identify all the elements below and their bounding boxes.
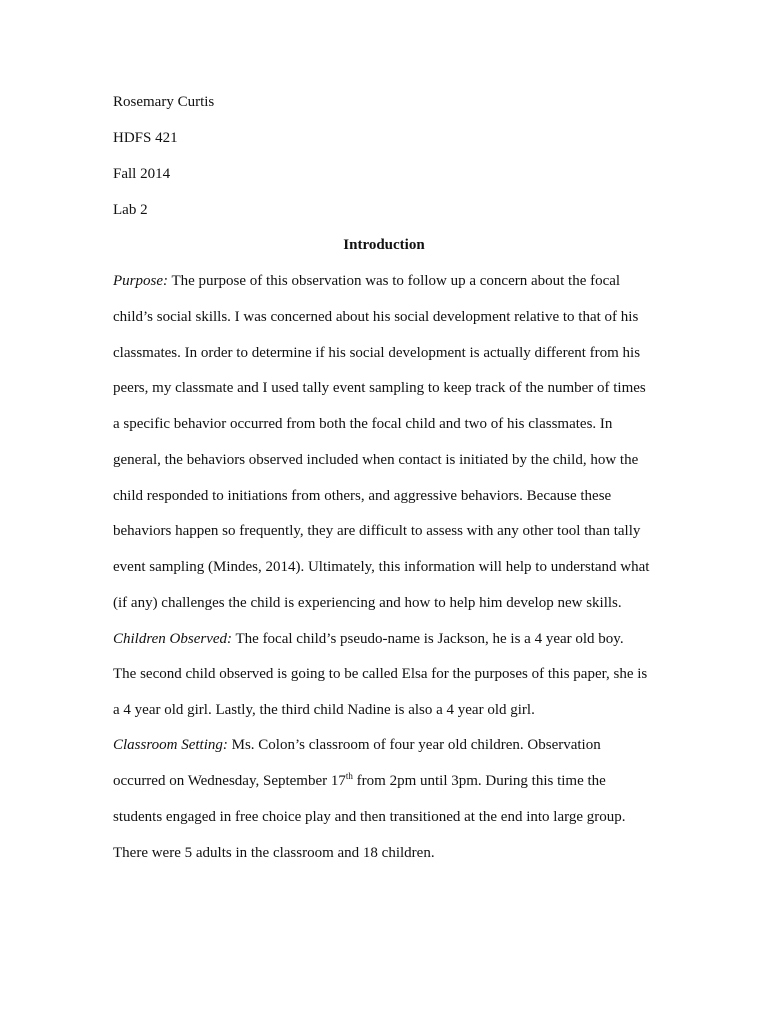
section-heading: Introduction — [343, 237, 425, 253]
setting-line-3: students engaged in free choice play and then transitioned at the end into large group. — [113, 809, 626, 825]
purpose-line-8: behaviors happen so frequently, they are difficult to assess with any other tool than tally — [113, 523, 641, 539]
purpose-line-7: child responded to initiations from others, and aggressive behaviors. Because these — [113, 488, 612, 504]
setting-time-text: from 2pm until 3pm. During this time the — [352, 773, 606, 789]
children-line-1 — [113, 630, 624, 648]
setting-date-text: occurred on Wednesday, September 17 — [113, 773, 346, 789]
children-line-2: The second child observed is going to be called Elsa for the purposes of this paper, she is — [113, 666, 648, 682]
purpose-label: Purpose: — [113, 273, 168, 289]
purpose-line-5: a specific behavior occurred from both the focal child and two of his classmates. In — [113, 416, 613, 432]
children-text: The focal child’s pseudo-name is Jackson, he is a 4 year old boy. — [232, 631, 624, 647]
purpose-line-4: peers, my classmate and I used tally event sampling to keep track of the number of times — [113, 380, 646, 396]
setting-line-1 — [113, 736, 601, 754]
term: Fall 2014 — [113, 166, 171, 182]
purpose-line-6: general, the behaviors observed included when contact is initiated by the child, how the — [113, 452, 639, 468]
children-line-3: a 4 year old girl. Lastly, the third child Nadine is also a 4 year old girl. — [113, 702, 535, 718]
author-name: Rosemary Curtis — [113, 94, 215, 110]
ordinal-suffix: th — [345, 771, 353, 781]
setting-line-2 — [113, 772, 606, 790]
purpose-text: The purpose of this observation was to follow up a concern about the focal — [168, 273, 621, 289]
children-observed-label: Children Observed: — [113, 631, 233, 647]
setting-line-4: There were 5 adults in the classroom and 18 children. — [113, 845, 435, 861]
purpose-line-3: classmates. In order to determine if his social development is actually different from his — [113, 345, 641, 361]
purpose-line-1 — [113, 272, 620, 290]
course-code: HDFS 421 — [113, 130, 178, 146]
purpose-line-2: child’s social skills. I was concerned about his social development relative to that of his — [113, 309, 639, 325]
setting-text: Ms. Colon’s classroom of four year old children. Observation — [227, 737, 601, 753]
purpose-line-9: event sampling (Mindes, 2014). Ultimately, this information will help to understand what — [113, 559, 650, 575]
assignment-name: Lab 2 — [113, 202, 148, 218]
classroom-setting-label: Classroom Setting: — [113, 737, 228, 753]
purpose-line-10: (if any) challenges the child is experiencing and how to help him develop new skills. — [113, 595, 622, 611]
